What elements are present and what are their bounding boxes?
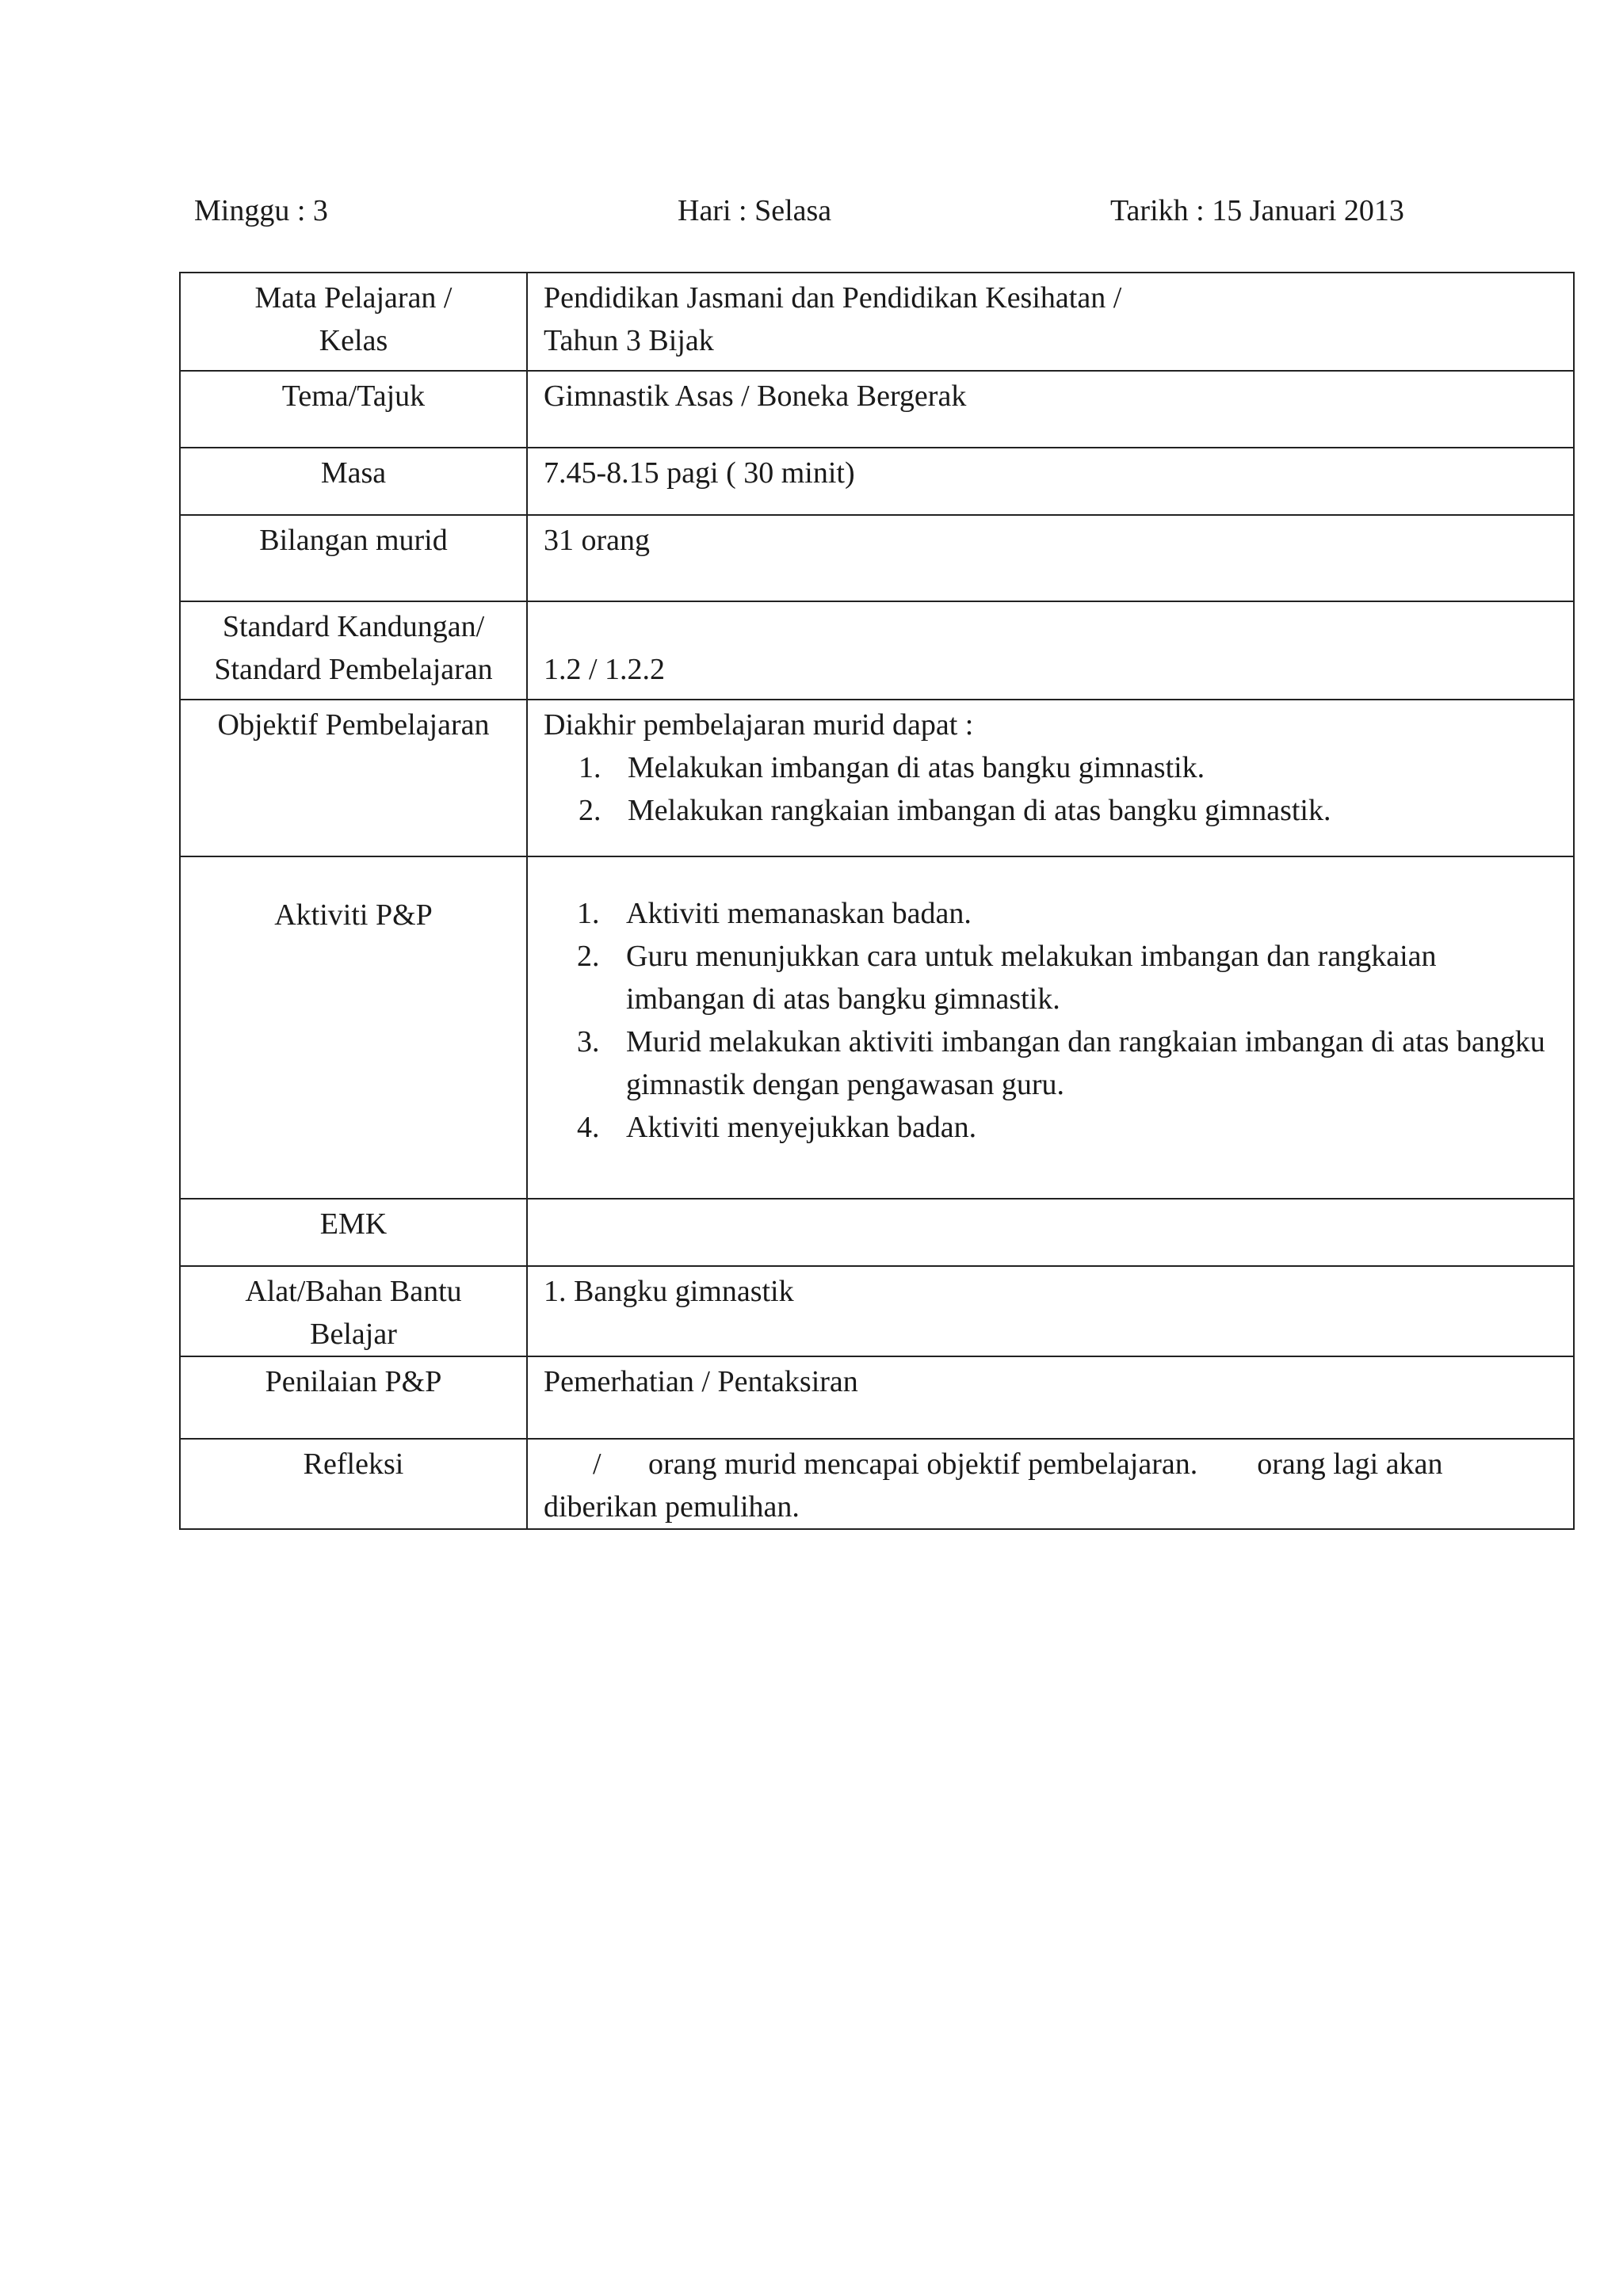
pupils-value-cell <box>527 515 1574 601</box>
standard-label-cell <box>180 601 527 700</box>
list-number: 1. <box>579 751 601 784</box>
list-item <box>577 1020 1557 1106</box>
date-label: Tarikh : 15 Januari 2013 <box>1110 194 1404 227</box>
theme-label: Tema/Tajuk <box>281 379 426 413</box>
list-text: Melakukan imbangan di atas bangku gimnastik. <box>628 751 1205 784</box>
standard-value: 1.2 / 1.2.2 <box>544 653 666 686</box>
lesson-plan-table <box>179 272 1575 1530</box>
day-label: Hari : Selasa <box>678 194 832 227</box>
pupils-label: Bilangan murid <box>259 524 448 557</box>
time-label-cell <box>180 448 527 515</box>
activities-label: Aktiviti P&P <box>274 898 433 932</box>
standard-value-cell <box>527 601 1574 700</box>
list-item <box>577 935 1557 1020</box>
row-assessment <box>180 1356 1574 1439</box>
objective-value-cell <box>527 700 1574 856</box>
row-activities <box>180 856 1574 1199</box>
list-text: Aktiviti memanaskan badan. <box>626 897 972 930</box>
reflection-text-b: orang lagi akan <box>1257 1447 1443 1481</box>
activities-list <box>577 892 1557 1149</box>
assessment-label-cell <box>180 1356 527 1439</box>
list-number: 2. <box>577 940 600 973</box>
activities-value-cell <box>527 856 1574 1199</box>
row-subject <box>180 273 1574 371</box>
emk-value <box>528 1199 1573 1203</box>
materials-value: 1. Bangku gimnastik <box>544 1275 794 1308</box>
reflection-text-a: orang murid mencapai objektif pembelajaran. <box>648 1447 1198 1481</box>
reflection-line <box>544 1443 1557 1486</box>
activities-label-cell <box>180 856 527 1199</box>
objective-label-cell <box>180 700 527 856</box>
list-item <box>577 1106 1557 1149</box>
emk-label: EMK <box>319 1207 388 1241</box>
subject-value-line2: Tahun 3 Bijak <box>544 324 714 357</box>
pupils-value: 31 orang <box>544 524 651 557</box>
list-text: Guru menunjukkan cara untuk melakukan imbangan dan rangkaian imbangan di atas bangku gimnastik. <box>626 940 1437 1016</box>
row-time <box>180 448 1574 515</box>
theme-value-cell <box>527 371 1574 448</box>
materials-label-cell <box>180 1266 527 1356</box>
subject-value-line1: Pendidikan Jasmani dan Pendidikan Kesihatan / <box>544 281 1122 315</box>
list-text: Melakukan rangkaian imbangan di atas bangku gimnastik. <box>628 794 1331 827</box>
list-text: Murid melakukan aktiviti imbangan dan rangkaian imbangan di atas bangku gimnastik dengan pengawasan guru. <box>626 1025 1545 1101</box>
reflection-label-cell <box>180 1439 527 1529</box>
objective-label: Objektif Pembelajaran <box>217 708 490 742</box>
list-item <box>577 892 1557 935</box>
assessment-value-cell <box>527 1356 1574 1439</box>
list-number: 2. <box>579 794 601 827</box>
objective-list <box>579 746 1557 832</box>
time-label: Masa <box>320 456 387 490</box>
row-emk <box>180 1199 1574 1266</box>
reflection-slash: / <box>593 1447 601 1481</box>
subject-label-line1: Mata Pelajaran / <box>254 281 453 315</box>
assessment-value: Pemerhatian / Pentaksiran <box>544 1365 858 1398</box>
materials-label-line1: Alat/Bahan Bantu <box>245 1275 462 1308</box>
assessment-label: Penilaian P&P <box>265 1365 442 1398</box>
list-number: 3. <box>577 1025 600 1058</box>
subject-label-line2: Kelas <box>319 324 388 357</box>
standard-label-line1: Standard Kandungan/ <box>222 610 485 643</box>
list-number: 4. <box>577 1111 600 1144</box>
row-reflection <box>180 1439 1574 1529</box>
objective-intro: Diakhir pembelajaran murid dapat : <box>544 708 974 742</box>
emk-label-cell <box>180 1199 527 1266</box>
row-materials <box>180 1266 1574 1356</box>
row-theme <box>180 371 1574 448</box>
materials-value-cell <box>527 1266 1574 1356</box>
pupils-label-cell <box>180 515 527 601</box>
list-item <box>579 746 1557 789</box>
list-text: Aktiviti menyejukkan badan. <box>626 1111 977 1144</box>
materials-label-line2: Belajar <box>310 1318 397 1351</box>
reflection-text-c: diberikan pemulihan. <box>544 1490 800 1524</box>
row-objective <box>180 700 1574 856</box>
emk-value-cell <box>527 1199 1574 1266</box>
list-item <box>579 789 1557 832</box>
row-pupils <box>180 515 1574 601</box>
standard-label-line2: Standard Pembelajaran <box>214 653 493 686</box>
subject-value-cell <box>527 273 1574 371</box>
week-label: Minggu : 3 <box>194 194 328 227</box>
list-number: 1. <box>577 897 600 930</box>
theme-label-cell <box>180 371 527 448</box>
reflection-value-cell <box>527 1439 1574 1529</box>
row-standard <box>180 601 1574 700</box>
theme-value: Gimnastik Asas / Boneka Bergerak <box>544 379 967 413</box>
reflection-label: Refleksi <box>303 1447 404 1481</box>
subject-label-cell <box>180 273 527 371</box>
time-value: 7.45-8.15 pagi ( 30 minit) <box>544 456 855 490</box>
time-value-cell <box>527 448 1574 515</box>
